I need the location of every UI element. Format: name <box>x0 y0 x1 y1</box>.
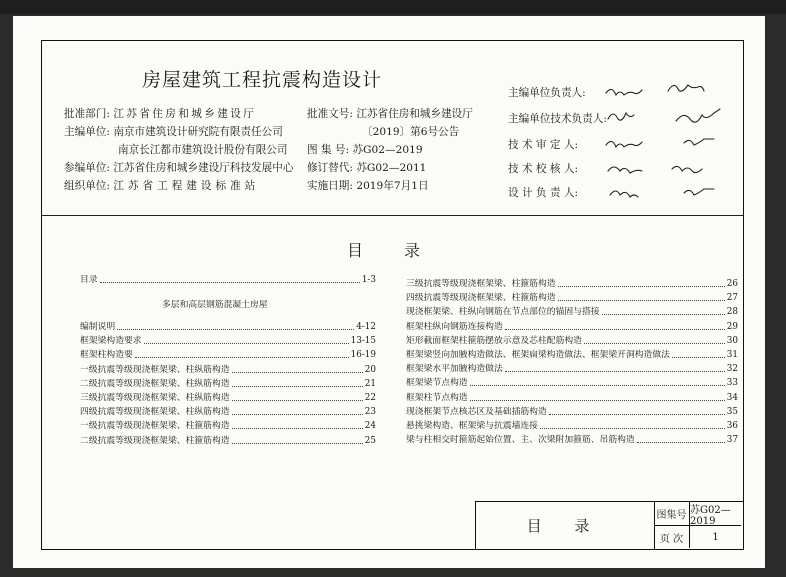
row-label: 参编单位: <box>64 162 110 174</box>
toc-entry-title: 一级抗震等级现浇框架梁、柱箍筋构造 <box>80 421 230 432</box>
toc-leader-dots <box>672 357 725 358</box>
toc-entry-title: 框架柱节点构造 <box>406 392 468 403</box>
document-page <box>13 16 765 568</box>
toc-entry-page: 37 <box>726 435 738 446</box>
toc-leader-dots <box>470 385 725 386</box>
row-label: 主编单位: <box>64 126 110 138</box>
toc-entry[interactable] <box>406 292 738 303</box>
toc-entry-title: 现浇框架节点核芯区及基础插筋构造 <box>406 406 547 417</box>
toc-entry-title: 框架柱纵向钢筋连接构造 <box>406 321 503 332</box>
toc-entry[interactable] <box>406 321 738 332</box>
toc-entry-title: 二级抗震等级现浇框架梁、柱箍筋构造 <box>80 435 230 446</box>
signature-stroke <box>676 109 720 122</box>
atlas-label: 图集号 <box>654 502 690 526</box>
atlas-number-row <box>307 142 423 157</box>
row-value: 南京长江都市建筑设计股份有限公司 <box>118 144 288 156</box>
toc-entry-page: 21 <box>364 378 376 389</box>
chief-editor-row <box>64 124 283 139</box>
toc-section-title: 多层和高层钢筋混凝土房屋 <box>162 300 268 310</box>
toc-entry-page: 26 <box>726 279 738 289</box>
toc-entry[interactable] <box>80 392 376 403</box>
toc-entry-page: 34 <box>726 392 738 403</box>
toc-entry[interactable] <box>406 349 738 360</box>
design-leader-label: 设 计 负 责 人: <box>508 187 579 199</box>
toc-entry-page: 31 <box>726 350 738 360</box>
toc-right-list <box>406 278 738 478</box>
toc-entry-title: 一级抗震等级现浇框架梁、柱纵筋构造 <box>80 364 230 375</box>
chief-unit-tech-head-label: 主编单位技术负责人: <box>508 113 607 125</box>
toc-entry-title: 现浇框架梁、柱纵向钢筋在节点部位的锚固与搭接 <box>406 307 600 318</box>
toc-entry-page: 30 <box>726 335 738 346</box>
row-value: 江苏省住房和城乡建设厅科技发展中心 <box>113 162 294 174</box>
toc-leader-dots <box>470 400 725 401</box>
toc-entry-title: 三级抗震等级现浇框架梁、柱纵筋构造 <box>80 393 230 403</box>
toc-leader-dots <box>117 329 354 330</box>
toc-leader-dots <box>505 371 725 372</box>
toc-leader-dots <box>637 442 725 443</box>
document-title: 房屋建筑工程抗震构造设计 <box>142 69 383 91</box>
row-value: 苏G02—2019 <box>352 144 423 156</box>
toc-entry-title: 框架梁节点构造 <box>406 378 468 389</box>
toc-left-list <box>80 321 376 491</box>
toc-entry-title: 框架梁构造要求 <box>80 336 142 347</box>
title-block-name: 目 录 <box>476 502 655 549</box>
toc-entry-page: 24 <box>364 421 376 432</box>
effective-date-row <box>307 178 429 193</box>
handwritten-signatures <box>602 79 742 209</box>
toc-entry[interactable] <box>80 406 376 417</box>
technical-approver-label: 技 术 审 定 人: <box>508 139 579 151</box>
toc-entry-title: 悬挑梁构造、框架梁与抗震墙连接 <box>406 421 538 431</box>
toc-entry-title: 三级抗震等级现浇框架梁、柱箍筋构造 <box>406 279 556 289</box>
toc-entry-page: 32 <box>726 364 738 375</box>
viewer-top-bar <box>0 0 786 14</box>
signature-stroke <box>608 113 634 120</box>
toc-leader-dots <box>232 443 363 444</box>
toc-entry[interactable] <box>80 335 376 346</box>
toc-leader-dots <box>540 428 725 429</box>
approval-doc-row-2 <box>362 124 459 139</box>
signature-stroke <box>608 167 642 173</box>
toc-entry-page: 27 <box>726 293 738 304</box>
signature-stroke <box>606 141 642 147</box>
toc-entry[interactable] <box>406 363 738 374</box>
toc-entry-page: 28 <box>726 307 738 318</box>
row-label: 批准文号: <box>307 108 353 120</box>
signature-stroke <box>684 139 714 145</box>
toc-entry-title: 矩形截面框架柱箍筋摆放示意及芯柱配筋构造 <box>406 335 582 346</box>
row-value: 江苏省工程建设标准站 <box>113 180 260 192</box>
row-value: 南京市建筑设计研究院有限责任公司 <box>113 126 283 138</box>
toc-leader-dots <box>232 372 363 373</box>
toc-leader-dots <box>584 343 725 344</box>
row-label: 图 集 号: <box>307 144 350 156</box>
toc-entry-page: 13-15 <box>350 336 376 347</box>
toc-entry-page: 20 <box>364 364 376 375</box>
page-value: 1 <box>712 531 719 543</box>
toc-entry[interactable]: 目录 1-3 <box>80 275 376 285</box>
toc-entry-title: 梁与柱相交时箍筋起始位置、主、次梁附加箍筋、吊筋构造 <box>406 435 635 446</box>
row-label: 修订替代: <box>307 162 353 174</box>
row-label: 实施日期: <box>307 180 353 192</box>
row-label: 批准部门: <box>64 108 110 120</box>
row-value: 〔2019〕第6号公告 <box>362 126 460 138</box>
toc-leader-dots <box>135 357 349 358</box>
toc-entry[interactable] <box>406 392 738 403</box>
row-value: 苏G02—2011 <box>356 162 427 174</box>
toc-entry-title: 二级抗震等级现浇框架梁、柱纵筋构造 <box>80 378 230 389</box>
toc-entry[interactable] <box>406 434 738 445</box>
title-block <box>475 501 743 549</box>
signature-stroke <box>668 85 704 91</box>
toc-entry[interactable] <box>406 377 738 388</box>
toc-entry-title: 框架柱构造要 <box>80 350 133 361</box>
approval-doc-row <box>307 106 473 121</box>
toc-leader-dots <box>549 414 725 415</box>
toc-entry-page: 35 <box>726 406 738 417</box>
toc-entry[interactable] <box>80 420 376 431</box>
toc-entry[interactable] <box>80 364 376 375</box>
toc-leader-dots <box>232 414 363 415</box>
toc-entry-page: 36 <box>726 421 738 431</box>
chief-unit-head-label: 主编单位负责人: <box>508 87 586 99</box>
chief-editor-row-2 <box>118 142 288 157</box>
toc-entry[interactable] <box>80 321 376 332</box>
signature-stroke <box>684 189 714 195</box>
toc-leader-dots <box>232 400 363 401</box>
toc-entry-title: 四级抗震等级现浇框架梁、柱纵筋构造 <box>80 407 230 418</box>
toc-entry-title: 编制说明 <box>80 322 116 332</box>
toc-leader-dots <box>505 329 725 330</box>
toc-entry-title: 框架梁水平加腋构造做法 <box>406 364 503 375</box>
toc-entry-page: 4-12 <box>356 322 376 332</box>
toc-entry[interactable] <box>406 420 738 431</box>
toc-entry-title: 框架梁竖向加腋构造做法、框架扁梁构造做法、框架梁开洞构造做法 <box>406 350 670 360</box>
toc-leader-dots <box>558 300 725 301</box>
signature-stroke <box>610 191 638 197</box>
drawing-frame <box>41 40 744 550</box>
toc-entry[interactable] <box>406 278 738 289</box>
toc-entry-page: 23 <box>364 407 376 418</box>
toc-entry[interactable] <box>406 306 738 317</box>
page-label: 页 次 <box>654 526 690 548</box>
technical-checker-label: 技 术 校 核 人: <box>508 163 579 175</box>
toc-entry-title: 四级抗震等级现浇框架梁、柱箍筋构造 <box>406 293 556 304</box>
co-editor-row <box>64 160 293 175</box>
toc-entry[interactable] <box>406 406 738 417</box>
row-label: 组织单位: <box>64 180 110 192</box>
row-value: 江苏省住房和城乡建设厅 <box>356 108 473 120</box>
atlas-value: 苏G02—2019 <box>690 502 741 526</box>
toc-leader-dots <box>232 428 363 429</box>
toc-entry[interactable] <box>80 349 376 360</box>
toc-entry-page: 29 <box>726 321 738 332</box>
header-divider <box>42 215 743 216</box>
toc-entry-page: 33 <box>726 378 738 389</box>
toc-entry[interactable] <box>406 335 738 346</box>
signature-stroke <box>606 89 642 95</box>
toc-entry-page: 22 <box>364 393 376 403</box>
toc-leader-dots <box>602 314 725 315</box>
toc-leader-dots <box>558 286 725 287</box>
row-value: 2019年7月1日 <box>356 180 429 192</box>
toc-heading: 目 录 <box>346 241 439 260</box>
toc-entry-page: 25 <box>364 435 376 446</box>
toc-leader-dots <box>232 386 363 387</box>
toc-entry[interactable] <box>80 435 376 446</box>
organizer-row <box>64 178 259 193</box>
supersedes-row <box>307 160 426 175</box>
signature-stroke <box>672 166 702 172</box>
approval-dept-row <box>64 106 256 121</box>
toc-entry-page: 16-19 <box>350 350 376 361</box>
toc-leader-dots <box>144 343 349 344</box>
row-value: 江苏省住房和城乡建设厅 <box>113 108 257 120</box>
toc-entry[interactable] <box>80 378 376 389</box>
